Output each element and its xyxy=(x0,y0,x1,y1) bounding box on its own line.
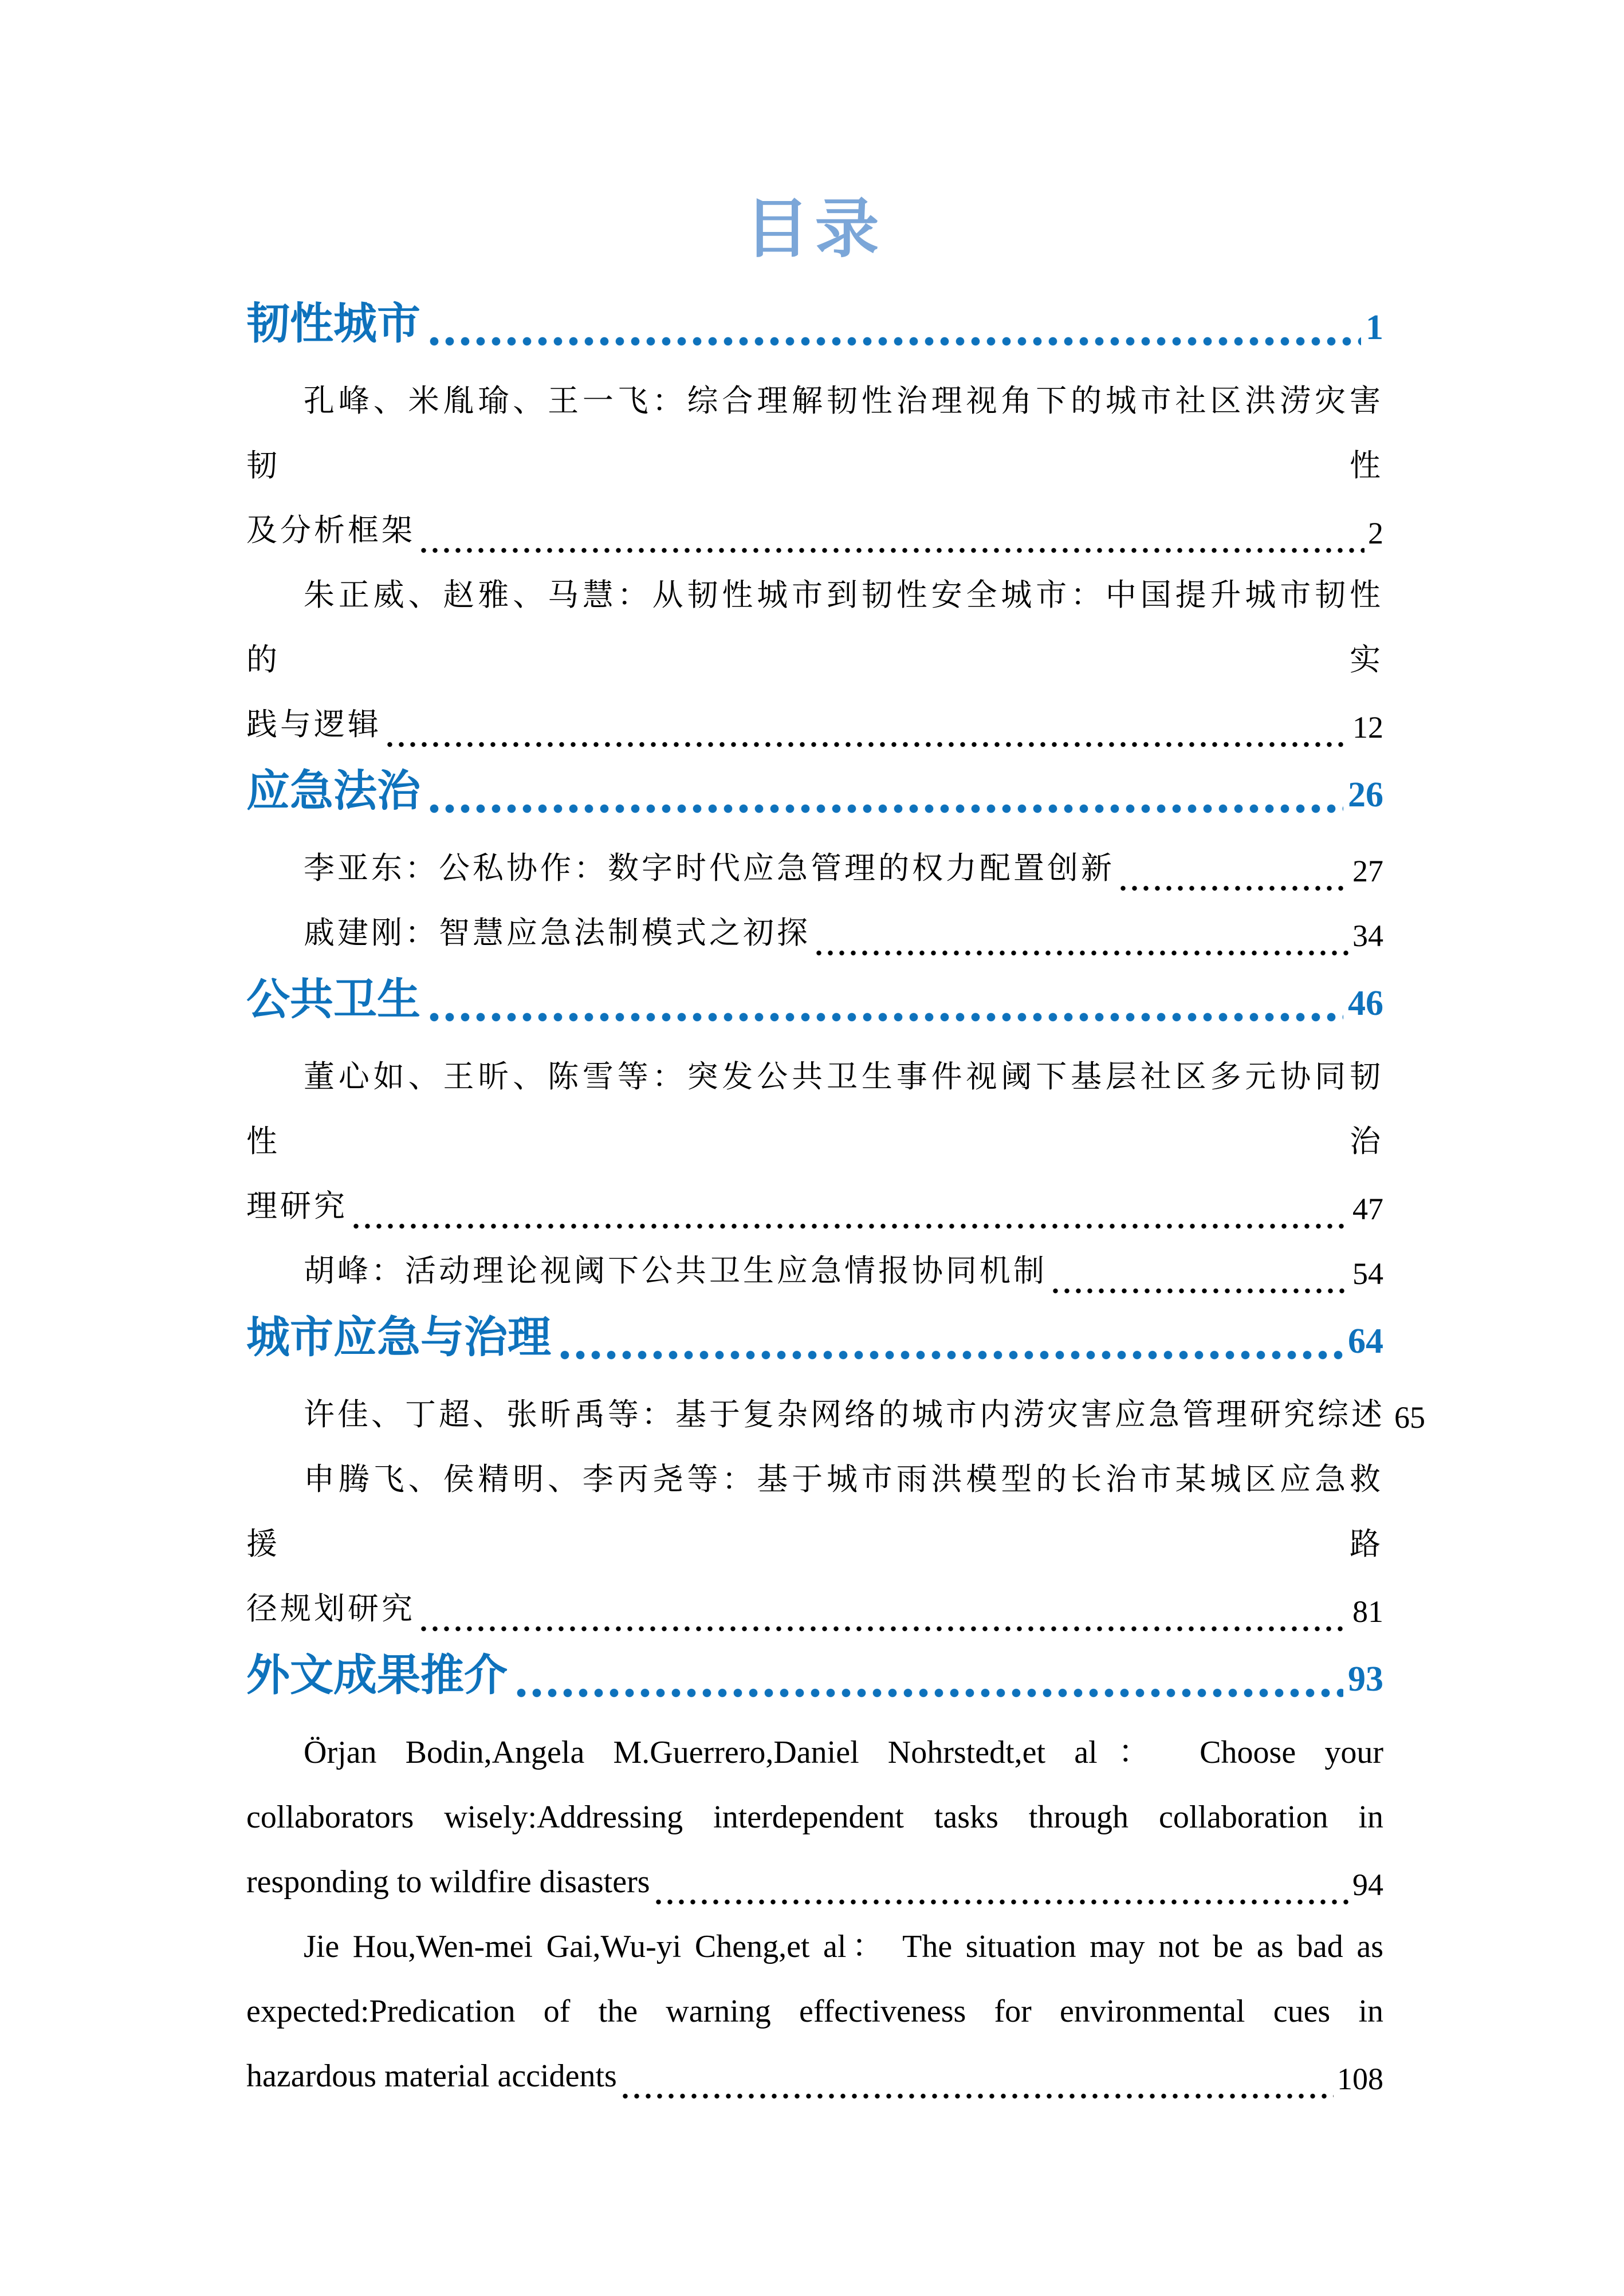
section-label: 城市应急与治理 xyxy=(246,1313,551,1362)
toc-entry-link[interactable] xyxy=(246,563,1383,757)
entry-last-line xyxy=(246,901,1383,966)
entry-last-line xyxy=(246,1174,1383,1239)
section-heading-link[interactable] xyxy=(246,1303,1383,1372)
toc-list xyxy=(246,290,1425,2109)
section-label: 应急法治 xyxy=(246,767,420,816)
toc-entry-link[interactable] xyxy=(246,1383,1425,1447)
dot-leader xyxy=(623,2093,1334,2100)
entry-title-text: 李亚东：公私协作：数字时代应急管理的权力配置创新 xyxy=(304,851,1115,885)
dot-leader xyxy=(517,1687,1343,1699)
toc-section xyxy=(246,1641,1383,2109)
entry-page-number: 12 xyxy=(1352,710,1383,745)
entry-title-line: Jie Hou,Wen-mei Gai,Wu-yi Cheng,et al： The situation may not be as bad as xyxy=(304,1929,1383,1964)
entry-title-text: 理研究 xyxy=(246,1189,348,1223)
entry-last-line xyxy=(246,2044,1383,2109)
entry-title-text: 戚建刚：智慧应急法制模式之初探 xyxy=(304,916,811,950)
section-page-number: 64 xyxy=(1348,1322,1383,1361)
entry-last-line xyxy=(246,1577,1383,1641)
entry-title-text: 及分析框架 xyxy=(246,513,415,548)
dot-leader xyxy=(421,1625,1349,1632)
section-label: 外文成果推介 xyxy=(246,1651,508,1700)
section-heading-link[interactable] xyxy=(246,290,1383,359)
entry-page-number: 94 xyxy=(1352,1868,1383,1902)
dot-leader xyxy=(1053,1287,1349,1294)
entry-page-number: 27 xyxy=(1352,854,1383,888)
entry-title-text: 胡峰：活动理论视阈下公共卫生应急情报协同机制 xyxy=(304,1254,1047,1288)
entry-title-text: 许佳、丁超、张昕禹等：基于复杂网络的城市内涝灾害应急管理研究综述 xyxy=(304,1397,1385,1432)
section-page-number: 1 xyxy=(1366,308,1383,347)
dot-leader xyxy=(430,1011,1343,1023)
dot-leader xyxy=(1120,885,1349,892)
section-page-number: 93 xyxy=(1348,1660,1383,1699)
section-label: 韧性城市 xyxy=(246,300,420,348)
entry-page-number: 2 xyxy=(1368,516,1383,550)
entry-title-line: 董心如、王昕、陈雪等：突发公共卫生事件视阈下基层社区多元协同韧性治 xyxy=(246,1060,1383,1159)
dot-leader xyxy=(430,336,1361,347)
section-heading-link[interactable] xyxy=(246,757,1383,826)
toc-entry-link[interactable] xyxy=(246,1239,1383,1303)
entry-page-number: 54 xyxy=(1352,1257,1383,1291)
entry-last-line xyxy=(246,1239,1383,1303)
entry-title-text: hazardous material accidents xyxy=(246,2058,617,2094)
entry-last-line xyxy=(246,836,1383,901)
toc-section xyxy=(246,966,1383,1303)
page-title: 目录 xyxy=(745,193,885,265)
toc-content xyxy=(246,0,1425,2109)
dot-leader xyxy=(656,1899,1349,1905)
entry-title-text: 径规划研究 xyxy=(246,1592,415,1626)
entry-title-line: expected:Predication of the warning effectiveness for environmental cues in xyxy=(246,1994,1383,2029)
entry-page-number: 34 xyxy=(1352,919,1383,953)
entry-page-number: 108 xyxy=(1337,2062,1383,2096)
dot-leader xyxy=(353,1223,1349,1230)
toc-entry-link[interactable] xyxy=(246,1720,1383,1915)
entry-title-text: 践与逻辑 xyxy=(246,707,382,742)
toc-section xyxy=(246,1303,1425,1641)
section-heading-link[interactable] xyxy=(246,1641,1383,1710)
entry-last-line xyxy=(246,692,1383,757)
section-page-number: 46 xyxy=(1348,984,1383,1023)
toc-entry-link[interactable] xyxy=(246,1915,1383,2109)
dot-leader xyxy=(560,1349,1343,1361)
entry-page-number: 81 xyxy=(1352,1594,1383,1629)
entry-title-line: collaborators wisely:Addressing interdependent tasks through collaboration in xyxy=(246,1799,1383,1835)
entry-last-line xyxy=(246,498,1383,563)
entry-title-text: responding to wildfire disasters xyxy=(246,1864,650,1900)
dot-leader xyxy=(430,803,1343,814)
entry-last-line xyxy=(246,1383,1425,1447)
dot-leader xyxy=(816,950,1349,956)
toc-entry-link[interactable] xyxy=(246,1045,1383,1239)
entry-page-number: 47 xyxy=(1352,1192,1383,1226)
entry-title-line: 申腾飞、侯精明、李丙尧等：基于城市雨洪模型的长治市某城区应急救援路 xyxy=(246,1462,1383,1561)
section-page-number: 26 xyxy=(1348,775,1383,814)
entry-title-line: 孔峰、米胤瑜、王一飞：综合理解韧性治理视角下的城市社区洪涝灾害韧性 xyxy=(246,384,1383,483)
section-heading-link[interactable] xyxy=(246,966,1383,1034)
dot-leader xyxy=(387,741,1349,748)
dot-leader xyxy=(421,547,1365,554)
toc-entry-link[interactable] xyxy=(246,836,1383,901)
toc-entry-link[interactable] xyxy=(246,369,1383,563)
section-label: 公共卫生 xyxy=(246,975,420,1024)
toc-section xyxy=(246,290,1383,757)
entry-title-line: 朱正威、赵雅、马慧：从韧性城市到韧性安全城市：中国提升城市韧性的实 xyxy=(246,578,1383,677)
toc-entry-link[interactable] xyxy=(246,901,1383,966)
toc-section xyxy=(246,757,1383,966)
entry-page-number: 65 xyxy=(1394,1400,1425,1435)
entry-last-line xyxy=(246,1850,1383,1915)
entry-title-line: Örjan Bodin,Angela M.Guerrero,Daniel Nohrstedt,et al： Choose your xyxy=(304,1735,1383,1770)
toc-entry-link[interactable] xyxy=(246,1447,1383,1641)
